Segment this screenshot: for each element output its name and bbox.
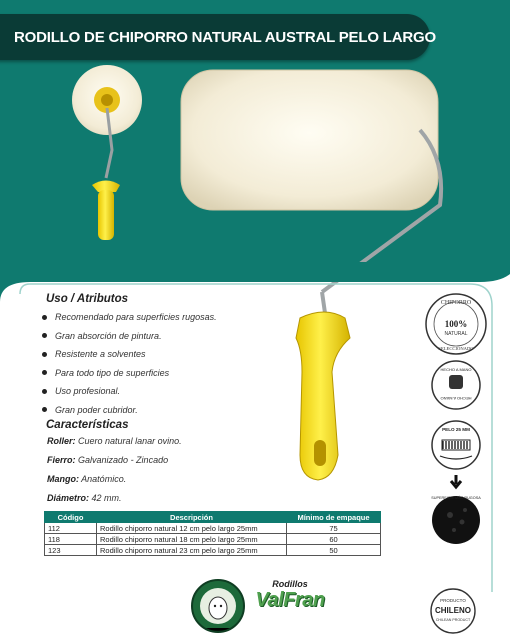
svg-text:SELECCIONADO: SELECCIONADO: [438, 346, 474, 351]
brand-name: ValFran: [255, 589, 325, 611]
characteristics-title: Características: [46, 419, 129, 431]
svg-text:CHILEAN PRODUCT: CHILEAN PRODUCT: [435, 618, 471, 622]
chiporro-badge: [426, 294, 486, 354]
attributes-list: [42, 308, 302, 419]
svg-text:100%: 100%: [444, 319, 468, 329]
bullet-icon: [42, 389, 47, 394]
sheep-logo-icon: [190, 578, 246, 634]
list-item: Recomendado para superficies rugosas.: [42, 308, 302, 327]
spec-diametro: Diámetro: 42 mm.: [47, 493, 122, 503]
table-row: 118 Rodillo chiporro natural 18 cm pelo largo 25mm 60: [45, 534, 381, 545]
table-row: 123 Rodillo chiporro natural 23 cm pelo largo 25mm 50: [45, 545, 381, 556]
hand-made-badge: [432, 361, 480, 409]
col-codigo: Código: [45, 512, 97, 523]
rough-surface-badge: [431, 496, 481, 544]
svg-text:SUPERFICIE MÁS RUGOSA: SUPERFICIE MÁS RUGOSA: [431, 496, 481, 500]
svg-text:CHIPORRO: CHIPORRO: [440, 300, 472, 306]
codes-table: [44, 511, 381, 556]
badges-column: [420, 290, 500, 560]
bullet-icon: [42, 315, 47, 320]
spec-mango: Mango: Anatómico.: [47, 474, 127, 484]
list-item: Gran poder cubridor.: [42, 401, 302, 420]
bullet-icon: [42, 352, 47, 357]
spec-roller: Roller: Cuero natural lanar ovino.: [47, 436, 182, 446]
spec-fierro: Fierro: Galvanizado - Zincado: [47, 455, 169, 465]
chilean-product-badge: [428, 586, 478, 636]
col-minimo: Mínimo de empaque: [287, 512, 381, 523]
list-item: Para todo tipo de superficies: [42, 364, 302, 383]
page-title: RODILLO DE CHIPORRO NATURAL AUSTRAL PELO LARGO: [14, 29, 436, 46]
list-item: Resistente a solventes: [42, 345, 302, 364]
attributes-title: Uso / Atributos: [46, 293, 128, 305]
svg-text:CHILENO: CHILENO: [435, 606, 471, 615]
table-row: 112 Rodillo chiporro natural 12 cm pelo largo 25mm 75: [45, 523, 381, 534]
brand-logo: [250, 579, 330, 612]
brand-subtitle: Rodillos: [272, 579, 308, 589]
table-header-row: [45, 512, 381, 523]
svg-text:HECHO A MANO: HECHO A MANO: [440, 367, 472, 372]
pelo-badge: [432, 421, 480, 469]
col-descripcion: Descripción: [97, 512, 287, 523]
svg-text:NATURAL: NATURAL: [444, 331, 468, 337]
bullet-icon: [42, 333, 47, 338]
bullet-icon: [42, 407, 47, 412]
small-roller: [72, 65, 142, 240]
svg-text:PRODUCTO: PRODUCTO: [440, 598, 466, 603]
svg-text:HECHO A MANO: HECHO A MANO: [440, 396, 472, 401]
bullet-icon: [42, 370, 47, 375]
hand-icon: [449, 375, 463, 389]
list-item: Gran absorción de pintura.: [42, 327, 302, 346]
svg-text:PELO 25 MM: PELO 25 MM: [442, 427, 470, 432]
arrow-down-icon: [451, 475, 461, 487]
list-item: Uso profesional.: [42, 382, 302, 401]
